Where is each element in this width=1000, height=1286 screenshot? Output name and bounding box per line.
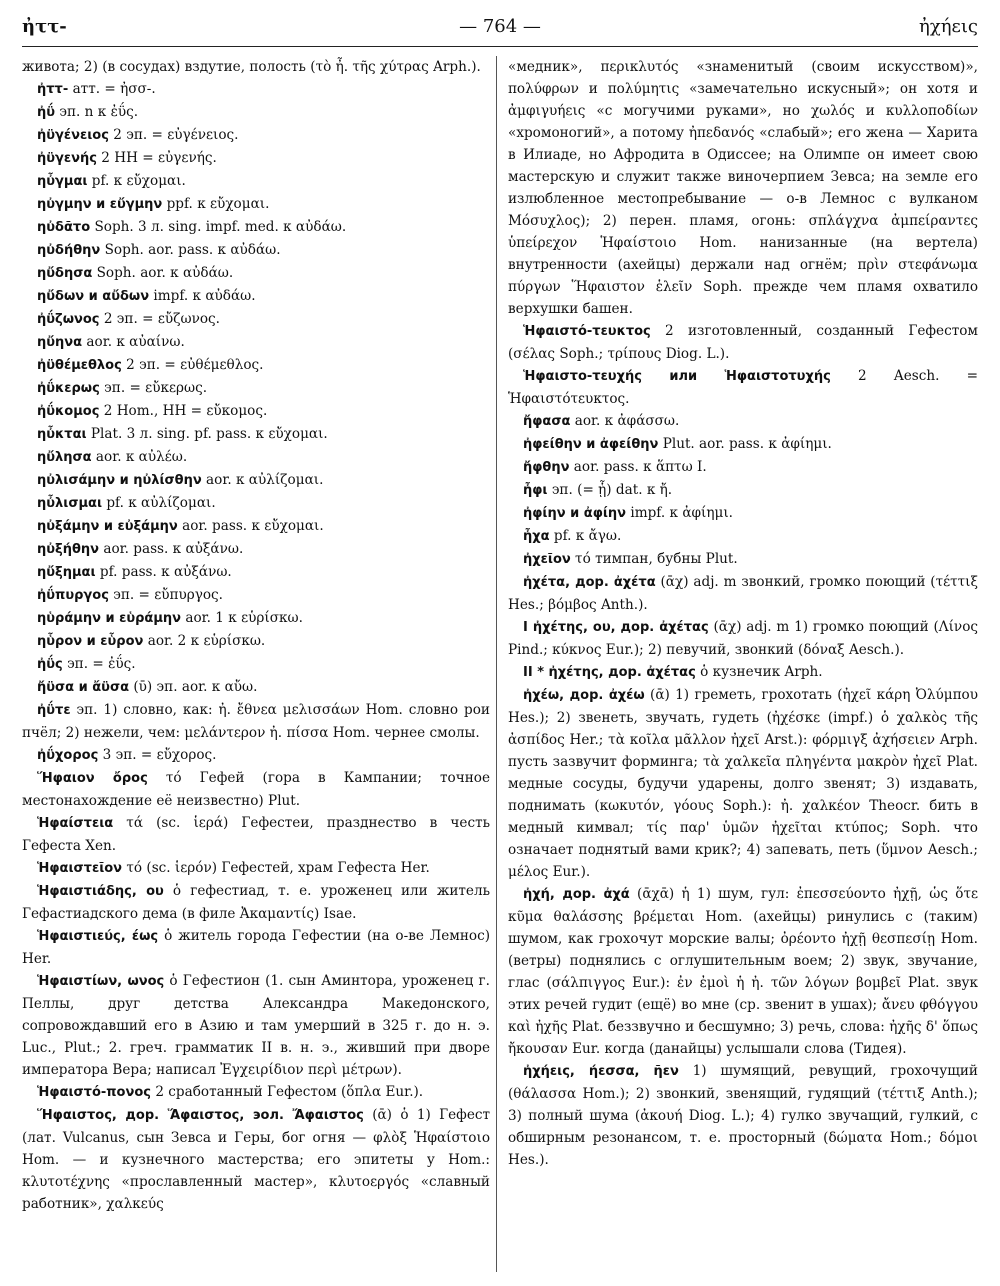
entry-headword: ηὑράμην и εὑράμην <box>37 611 182 626</box>
dictionary-entry <box>22 515 490 538</box>
dictionary-entry <box>508 502 978 525</box>
entry-headword: ἠΰζωνος <box>37 312 100 327</box>
entry-definition: impf. к αὐδάω. <box>149 288 256 304</box>
entry-definition: (ᾱ) 1) греметь, грохотать (ἠχεῖ κάρη Ὀλύμπου Hes.); 2) звенеть, звучать, гудеть (ἠχέσκε (impf.) ὁ χαλκὸς τῆς ἀσπίδος Her.; τὰ κοῖλα μᾶλλον ἠχεῖ Arst.): φόρμιγξ ἀχήσειεν Arph. пусть зазвучит форминга; τὰ χαλκεῖα πληγέντα μακρὸν ἠχεῖ Plat. медные сосуды, будучи ударены, долго звенят; 3) издавать, поднимать (κωκυτόν, γόους Soph.): ἠ. χαλκέον Theocr. бить в медный кимвал; τίς παρ' ὑμῶν ἠχεῖται κτύπος; Soph. что означает поднятый вами крик?; 4) запевать, петь (ὕμνον Aesch.; μέλος Eur.). <box>508 687 978 880</box>
dictionary-entry <box>508 456 978 479</box>
dictionary-entry <box>22 193 490 216</box>
entry-definition: aor. к ἀφάσσω. <box>570 413 680 429</box>
entry-headword: Ἡφαιστο-τευχής или Ἡφαιστοτυχής <box>523 369 831 384</box>
entry-definition: τό Гефей (гора в Кампании; точное местонахождение её неизвестно) Plut. <box>22 770 490 809</box>
dictionary-entry <box>508 661 978 684</box>
dictionary-entry <box>22 630 490 653</box>
entry-definition: (ῡ) эп. aor. к αὔω. <box>129 679 258 695</box>
dictionary-entry <box>508 548 978 571</box>
entry-definition: ὁ гефестиад, т. е. уроженец или житель Гефастиадского дема (в филе Ἀκαμαντίς) Isae. <box>22 883 490 922</box>
entry-definition: эп. (= ᾗ) dat. к ἤ. <box>547 482 673 498</box>
dictionary-entry <box>22 285 490 308</box>
dictionary-entry <box>22 699 490 744</box>
dictionary-entry <box>508 616 978 661</box>
entry-definition: 2 изготовленный, созданный Гефестом (σέλας Soph.; τρίπους Diog. L.). <box>508 323 978 362</box>
entry-definition: 1) шумящий, ревущий, грохочущий (θάλασσα Hom.); 2) звонкий, звенящий, гудящий (τέττιξ Anth.); 3) полный шума (ἀκουή Diog. L.); 4) гулко звучащий, гулкий, с обширным резонансом, т. е. просторный (δώματα Hom.; δόμοι Hes.). <box>508 1063 978 1168</box>
entry-headword: ἠττ- <box>37 82 69 97</box>
entry-definition: Soph. aor. к αὐδάω. <box>92 265 234 281</box>
entry-headword: ἠΰς <box>37 657 63 672</box>
entry-definition: aor. к αὐλίζομαι. <box>201 472 324 488</box>
dictionary-entry <box>22 538 490 561</box>
entry-headword: ηὔξημαι <box>37 565 96 580</box>
dictionary-entry <box>22 239 490 262</box>
right-column <box>508 56 978 1272</box>
dictionary-entry <box>22 970 490 1081</box>
dictionary-entry <box>22 925 490 970</box>
entry-headword: ἦφι <box>523 483 548 498</box>
header-rule <box>22 46 978 47</box>
dictionary-entry <box>22 812 490 857</box>
entry-definition: aor. 1 к εὑρίσκω. <box>181 610 303 626</box>
entry-headword: ἠχήεις, ήεσσα, ῆεν <box>523 1064 679 1079</box>
entry-definition: 2 сработанный Гефестом (ὅπλα Eur.). <box>151 1084 424 1100</box>
entry-definition: (ᾱχ) adj. m звонкий, громко поющий (τέττιξ Hes.; βόμβος Anth.). <box>508 574 978 613</box>
page-header <box>22 16 978 42</box>
entry-definition: эп. = εὔκερως. <box>99 380 208 396</box>
dictionary-entry <box>22 676 490 699</box>
entry-headword: Ἡφαιστό-τευκτος <box>523 324 651 339</box>
entry-headword: ἤφασα <box>523 414 571 429</box>
entry-definition: 2 Aesch. = Ἡφαιστότευκτος. <box>508 368 978 407</box>
entry-headword: ηὖλισμαι <box>37 496 103 511</box>
entry-headword: ἠΰπυργος <box>37 588 109 603</box>
dictionary-entry <box>22 1081 490 1104</box>
dictionary-entry <box>508 433 978 456</box>
dictionary-entry <box>508 525 978 548</box>
entry-headword: ἠχέτα, дор. ἀχέτα <box>523 575 656 590</box>
entry-headword: II * ἠχέτης, дор. ἀχέτας <box>523 665 696 680</box>
header-right-guide-word: ἠχήεις <box>919 16 978 37</box>
dictionary-entry <box>22 308 490 331</box>
entry-headword: Ἡφαιστιεύς, έως <box>37 929 159 944</box>
entry-headword: ηὔδων и αὔδων <box>37 289 150 304</box>
entry-headword: ἠΰκομος <box>37 404 100 419</box>
entry-headword: ηὗρον и εὗρον <box>37 634 144 649</box>
entry-definition: ὁ житель города Гефестии (на о-ве Лемнос) Her. <box>22 928 490 967</box>
dictionary-entry <box>22 423 490 446</box>
entry-definition: τό тимпан, бубны Plut. <box>570 551 738 567</box>
entry-headword: ἦχα <box>523 529 550 544</box>
dictionary-entry <box>22 492 490 515</box>
entry-headword: ηὐδήθην <box>37 243 101 258</box>
entry-headword: ηὐδᾶτο <box>37 220 91 235</box>
entry-definition: атт. = ἠσσ-. <box>68 81 156 97</box>
dictionary-entry <box>22 262 490 285</box>
entry-definition: эп. = ἐΰς. <box>62 656 136 672</box>
entry-headword: Ἡφαιστίων, ωνος <box>37 974 165 989</box>
dictionary-entry <box>22 857 490 880</box>
entry-headword: ἠΰ <box>37 105 56 120</box>
entry-definition: 2 Hom., НН = εὔκομος. <box>99 403 268 419</box>
entry-definition: ὁ кузнечик Arph. <box>695 664 823 680</box>
column-divider <box>496 56 497 1272</box>
dictionary-entry <box>22 469 490 492</box>
entry-definition: Soph. 3 л. sing. impf. med. к αὐδάω. <box>90 219 347 235</box>
entry-headword: ηὔηνα <box>37 335 83 350</box>
entry-headword: ἠφείθην и ἀφείθην <box>523 437 659 452</box>
entry-definition: (ᾱχ) adj. m 1) громко поющий (Λίνος Pind.; κύκνος Eur.); 2) певучий, звонкий (δόναξ Aesch.). <box>508 619 978 658</box>
entry-definition: 2 эп. = εὐθέμεθλος. <box>121 357 264 373</box>
entry-definition: ppf. к εὔχομαι. <box>162 196 270 212</box>
entry-definition: 2 эп. = εὐγένειος. <box>108 127 239 143</box>
dictionary-entry <box>508 571 978 616</box>
dictionary-entry <box>22 767 490 812</box>
entry-headword: ἠχή, дор. ἀχά <box>523 887 630 902</box>
entry-definition: эп. n к ἐΰς. <box>55 104 139 120</box>
entry-headword: ηὔλησα <box>37 450 92 465</box>
entry-definition: pf. pass. к αὐξάνω. <box>95 564 232 580</box>
entry-definition: aor. к αὐαίνω. <box>82 334 185 350</box>
dictionary-entry <box>22 216 490 239</box>
dictionary-entry <box>22 653 490 676</box>
entry-headword: ἠΰχορος <box>37 748 99 763</box>
entry-headword: ηὐξήθην <box>37 542 100 557</box>
entry-headword: ηὖγμαι <box>37 174 88 189</box>
dictionary-entry <box>22 124 490 147</box>
entry-headword: ηὖκται <box>37 427 87 442</box>
entry-definition: 2 эп. = εὔζωνος. <box>99 311 220 327</box>
entry-headword: ἠϋθέμεθλος <box>37 358 122 373</box>
entry-headword: ἠχέω, дор. ἀχέω <box>523 688 645 703</box>
entry-definition: эп. = εὔπυργος. <box>108 587 223 603</box>
entry-headword: ηὐγμην и εὔγμην <box>37 197 163 212</box>
dictionary-entry <box>508 684 978 883</box>
entry-headword: ἠϋγένειος <box>37 128 109 143</box>
entry-definition: Plat. 3 л. sing. pf. pass. к εὔχομαι. <box>86 426 328 442</box>
entry-definition: Plut. aor. pass. к ἀφίημι. <box>658 436 832 452</box>
header-left-guide-word: ἠττ- <box>22 16 67 37</box>
entry-headword: ἤφθην <box>523 460 570 475</box>
entry-headword: I ἠχέτης, ου, дор. ἀχέτας <box>523 620 709 635</box>
dictionary-entry <box>22 101 490 124</box>
entry-headword: ἤϋσα и ἄϋσα <box>37 680 130 695</box>
entry-definition: aor. pass. к ἅπτω I. <box>569 459 707 475</box>
dictionary-entry <box>508 410 978 433</box>
dictionary-entry <box>508 320 978 365</box>
left-column <box>22 56 490 1272</box>
entry-definition: τό (sc. ἱερόν) Гефестей, храм Гефеста Her. <box>122 860 430 876</box>
dictionary-entry <box>22 377 490 400</box>
entry-definition: pf. к αὐλίζομαι. <box>102 495 216 511</box>
entry-definition: aor. 2 к εὑρίσκω. <box>143 633 266 649</box>
entry-headword: ἠΰκερως <box>37 381 100 396</box>
dictionary-entry <box>22 78 490 101</box>
entry-definition: Soph. aor. pass. к αὐδάω. <box>100 242 281 258</box>
dictionary-entry <box>22 744 490 767</box>
entry-headword: Ἡφαιστεῖον <box>37 861 123 876</box>
entry-headword: ἠϋγενής <box>37 151 97 166</box>
entry-headword: ηὐλισάμην и ηὐλίσθην <box>37 473 202 488</box>
entry-headword: Ἥφαιον ὄρος <box>37 771 148 786</box>
dictionary-entry <box>22 147 490 170</box>
entry-definition: живота; 2) (в сосудах) вздутие, полость (τὸ ἦ. τῆς χύτρας Arph.). <box>22 59 481 75</box>
entry-definition: ὁ Гефестион (1. сын Аминтора, уроженец г. Пеллы, друг детства Александра Македонского, сопровождавший его в Азию и там умерший в 325 г. до н. э. Luc., Plut.; 2. греч. грамматик II в. н. э., живший при дворе императора Вера; написал Ἐγχειρίδιον περὶ μέτρων). <box>22 973 490 1078</box>
dictionary-entry <box>22 400 490 423</box>
dictionary-entry <box>22 331 490 354</box>
entry-definition: aor. pass. к εὔχομαι. <box>177 518 324 534</box>
dictionary-entry <box>508 883 978 1060</box>
dictionary-entry <box>22 561 490 584</box>
entry-headword: ηὔδησα <box>37 266 93 281</box>
dictionary-entry <box>22 584 490 607</box>
entry-definition: pf. к ἄγω. <box>549 528 622 544</box>
entry-definition: «медник», περικλυτός «знаменитый (своим искусством)», πολύφρων и πολύμητις «замечательно искусный»; он хотя и ἀμφιγυήεις «с могучими руками», но χωλός и κυλλοποδίων «хромоногий», а потому ἠπεδανός «слабый»; его жена — Харита в Илиаде, но Афродита в Одиссее; на Олимпе он имеет свою мастерскую и служит также виночерпием Зевса; на земле его излюбленное местопребывание — о-в Лемнос с вулканом Μόσυχλος); 2) перен. пламя, огонь: σπλάγχνα ἀμπείραντες ὑπείρεχον Ἡφαίστοιο Hom. нанизанные (на вертела) внутренности (ахейцы) держали над огнём; πρὶν στεφάνωμα πύργων Ἥφαιστον ἑλεῖν Soph. прежде чем пламя охватило верхушки башен. <box>508 59 978 317</box>
dictionary-entry <box>508 365 978 410</box>
dictionary-entry <box>22 880 490 925</box>
entry-definition: aor. pass. к αὐξάνω. <box>99 541 244 557</box>
dictionary-entry <box>508 1060 978 1171</box>
entry-headword: ηὐξάμην и εὐξάμην <box>37 519 178 534</box>
dictionary-entry <box>508 56 978 320</box>
entry-definition: (ᾱχᾱ) ἡ 1) шум, гул: ἐπεσσεύοντο ἠχῇ, ὡς ὅτε κῦμα θαλάσσης βρέμεται Hom. (ахейцы) ринулись с (таким) шумом, как грохочут морские валы; ὀρέοντο ἠχῇ θεσπεσίῃ Hom. (ветры) поднялись с оглушительным воем; 2) звук, звучание, глас (σάλπιγγος Eur.): ἐν ἐμοὶ ἡ ἠ. τῶν λόγων βομβεῖ Plat. звук этих речей гудит (ещё) во мне (ср. звенит в ушах); ἄνευ φθόγγου καὶ ἠχῆς Plat. беззвучно и бесшумно; 3) речь, слова: ἠχῆς δ' ὅπως ἤκουσαν Eur. когда (данайцы) услышали слова (Тидея). <box>508 886 978 1057</box>
entry-headword: ἠΰτε <box>37 703 71 718</box>
entry-headword: Ἥφαιστος, дор. Ἅφαιστος, эол. Ἄφαιστος <box>37 1108 364 1123</box>
dictionary-entry <box>22 56 490 78</box>
dictionary-entry <box>22 1104 490 1215</box>
entry-headword: ἠφίην и ἀφίην <box>523 506 627 521</box>
entry-definition: (ᾱ) ὁ 1) Гефест (лат. Vulcanus, сын Зевса и Геры, бог огня — φλὸξ Ἡφαίστοιο Hom. — и кузнечного мастерства; его эпитеты у Hom.: κλυτοτέχνης «прославленный мастер», κλυτοεργός «славный работник», χαλκεύς <box>22 1107 490 1212</box>
dictionary-entry <box>22 354 490 377</box>
entry-headword: Ἡφαίστεια <box>37 816 114 831</box>
entry-definition: τά (sc. ἱερά) Гефестеи, празднество в честь Гефеста Xen. <box>22 815 490 854</box>
entry-definition: aor. к αὐλέω. <box>91 449 188 465</box>
entry-definition: 3 эп. = εὔχορος. <box>98 747 217 763</box>
entry-definition: impf. к ἀφίημι. <box>626 505 733 521</box>
entry-definition: эп. 1) словно, как: ἠ. ἔθνεα μελισσάων Hom. словно рои пчёл; 2) нежели, чем: μελάντερον ἠ. πίσσα Hom. чернее смолы. <box>22 702 490 741</box>
entry-headword: Ἡφαιστό-πονος <box>37 1085 151 1100</box>
dictionary-entry <box>22 607 490 630</box>
entry-definition: 2 НН = εὐγενής. <box>96 150 217 166</box>
dictionary-entry <box>22 170 490 193</box>
dictionary-entry <box>22 446 490 469</box>
dictionary-entry <box>508 479 978 502</box>
page-number: — 764 — <box>459 16 541 37</box>
entry-headword: Ἡφαιστιάδης, ου <box>37 884 164 899</box>
entry-definition: pf. к εὔχομαι. <box>87 173 186 189</box>
entry-headword: ἠχεῖον <box>523 552 571 567</box>
